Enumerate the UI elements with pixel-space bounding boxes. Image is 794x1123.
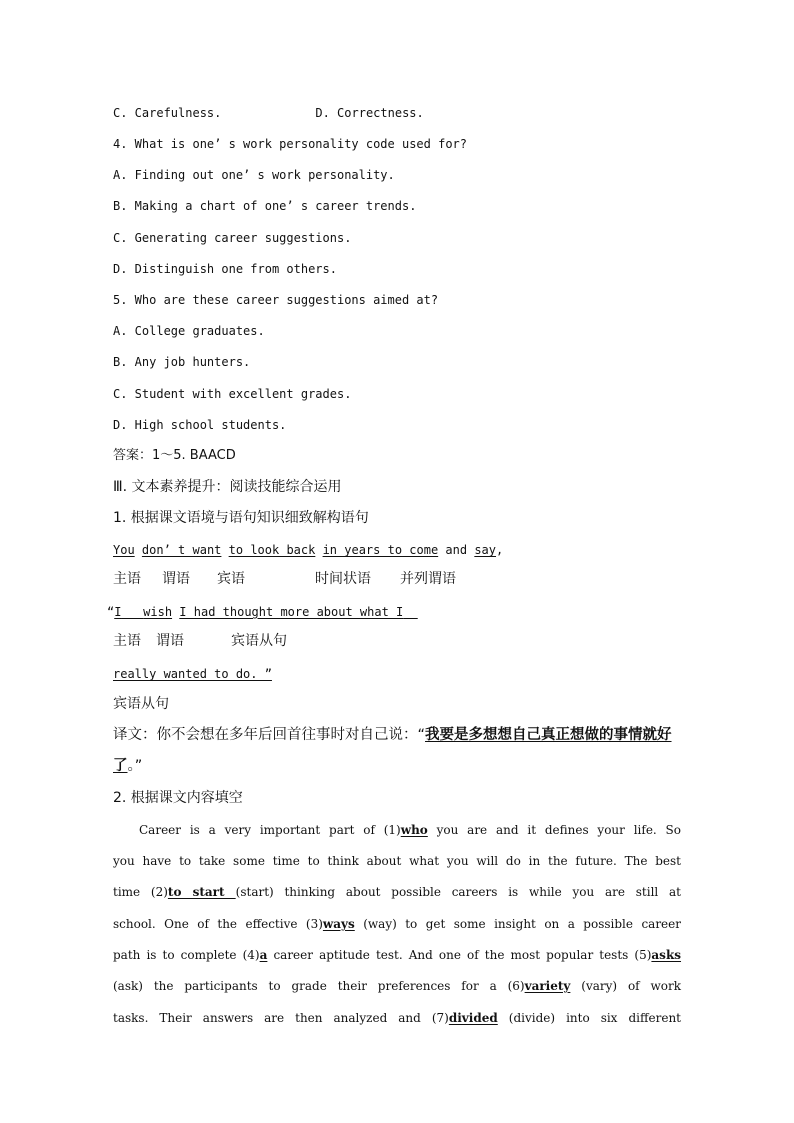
q4-option-d: D. Distinguish one from others. [113, 262, 337, 276]
passage-line: time (2)to start (start) thinking about possible careers is while you are still at [113, 885, 681, 899]
predicate-dont-want: don’ t want [141, 543, 222, 557]
passage-line: path is to complete (4)a career aptitude test. And one of the most popular tests (5)asks [113, 948, 682, 962]
q3-option-d: D. Correctness. [315, 106, 424, 120]
analysis-sentence-2: “I wish I had thought more about what I [107, 605, 404, 619]
blank-answer-6: variety [524, 979, 571, 993]
q5-option-d: D. High school students. [113, 418, 287, 432]
role-label: 主语 [113, 633, 141, 649]
blank-answer-2: to start [167, 885, 236, 899]
q5-question: 5. Who are these career suggestions aimed at? [113, 293, 439, 307]
coordinate-predicate-say: say [474, 543, 497, 557]
object-clause-end: really wanted to do. ” [113, 667, 272, 681]
blank-answer-7: divided [448, 1011, 498, 1025]
passage-line: (ask) the participants to grade their preferences for a (6)variety (vary) of work [113, 979, 681, 993]
q5-option-a: A. College graduates. [113, 324, 265, 338]
role-label: 宾语从句 [231, 633, 287, 649]
q4-option-a: A. Finding out one’ s work personality. [113, 168, 395, 182]
q3-option-c: C. Carefulness. [113, 106, 222, 120]
role-label: 时间状语 [315, 571, 371, 587]
word-and: and [445, 543, 468, 557]
blank-answer-3: ways [322, 917, 355, 931]
analysis-sentence-3 [113, 668, 272, 680]
passage-line: tasks. Their answers are then analyzed and (7)divided (divide) into six different [113, 1011, 681, 1025]
q4-question: 4. What is one’ s work personality code used for? [113, 137, 468, 151]
translation-answer: 我要是多想想自己真正想做的事情就好 [425, 727, 672, 743]
section-3-title: Ⅲ. 文本素养提升：阅读技能综合运用 [113, 479, 342, 495]
role-label: 宾语 [217, 571, 245, 587]
q5-option-b: B. Any job hunters. [113, 355, 251, 369]
q4-option-c: C. Generating career suggestions. [113, 231, 352, 245]
translation-line-1: 译文：你不会想在多年后回首往事时对自己说：“我要是多想想自己真正想做的事情就好 [113, 727, 672, 743]
passage-line: Career is a very important part of (1)who you are and it defines your life. So [139, 823, 682, 837]
blank-answer-1: who [400, 823, 428, 837]
subsection-2-title: 2. 根据课文内容填空 [113, 790, 243, 806]
analysis-sentence-1: You don’ t want to look back in years to come and say, [113, 543, 504, 557]
passage-line: you have to take some time to think about what you will do in the future. The best [113, 854, 681, 868]
role-label: 谓语 [162, 571, 190, 587]
role-label: 并列谓语 [400, 571, 456, 587]
q3-options-row [113, 107, 424, 119]
role-label: 主语 [113, 571, 141, 587]
q4-option-b: B. Making a chart of one’ s career trends. [113, 199, 417, 213]
subject-i: I [114, 605, 122, 619]
object-to-look-back: to look back [228, 543, 316, 557]
subsection-1-title: 1. 根据课文语境与语句知识细致解构语句 [113, 510, 369, 526]
blank-answer-4: a [259, 948, 268, 962]
role-label: 谓语 [156, 633, 184, 649]
translation-answer-end: 了 [113, 758, 128, 774]
translation-line-2: 了。” [113, 758, 143, 774]
predicate-wish: wish [143, 605, 173, 619]
roles-row-3 [113, 697, 169, 711]
q5-option-c: C. Student with excellent grades. [113, 387, 352, 401]
role-label: 宾语从句 [113, 696, 169, 712]
object-clause: I had thought more about what I [179, 605, 404, 619]
passage-line: school. One of the effective (3)ways (way) to get some insight on a possible career [113, 917, 681, 931]
subject-you: You [113, 543, 135, 557]
blank-answer-5: asks [651, 948, 682, 962]
adverbial-time: in years to come [322, 543, 439, 557]
answer-key: 答案：1～5. BAACD [113, 448, 236, 463]
